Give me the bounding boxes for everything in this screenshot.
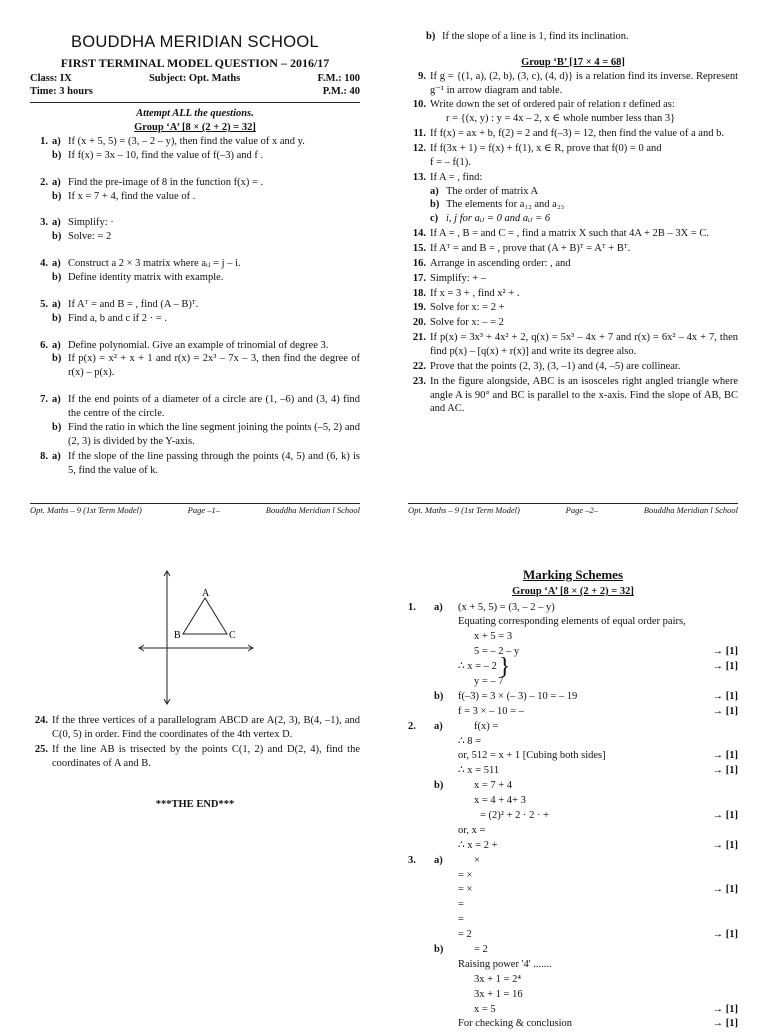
marking-line: [408, 794, 738, 809]
question-number: 7.: [40, 394, 48, 406]
marking-line: [408, 704, 738, 719]
marking-mark: → [1]: [712, 929, 738, 941]
marking-step: Equating corresponding elements of equal order pairs,: [458, 616, 686, 628]
question-number: 4.: [40, 258, 48, 270]
question-6b: If p(x) = x² + x + 1 and r(x) = 2x³ – 7x – 3, then find the degree of r(x) – p(x).: [68, 353, 360, 379]
question-8: 8. a) If the slope of the line passing through the points (4, 5) and (6, k) is 5, find the value of k.: [30, 450, 360, 478]
divider: [30, 102, 360, 103]
marking-step: =: [458, 899, 464, 911]
question-number: 5.: [40, 298, 48, 310]
marking-line: [408, 1017, 738, 1032]
question-list: [30, 135, 360, 477]
marking-mark: → [1]: [712, 884, 738, 896]
question-12: 12. If f(3x + 1) = f(x) + f(1), x ∈ R, prove that f(0) = 0 and f = – f(1).: [408, 142, 738, 170]
question-6: 6. a) Define polynomial. Give an example of trinomial of degree 3. b) If p(x) = x² + x + 1 and r(x) = 2x³ – 7x – 3, then find the degree of r(x) – p(x).: [30, 339, 360, 381]
class-label: Class: IX: [30, 72, 72, 84]
marking-sub-label: b): [434, 944, 444, 956]
marking-step: y = – 7: [474, 675, 504, 687]
question-19: 19. Solve for x: = 2 +: [408, 301, 738, 315]
marking-step: ∴ x = 2 +: [458, 839, 498, 851]
question-7b: Find the ratio in which the line segment joining the points (–5, 2) and (2, 3) is divided by the Y-axis.: [68, 421, 360, 447]
question-10-set: r = {(x, y) : y = 4x – 2, x ∈ whole number less than 3}: [446, 113, 676, 125]
marking-mark: → [1]: [712, 839, 738, 851]
marking-line: [408, 600, 738, 615]
question-number: 6.: [40, 339, 48, 351]
marking-line: [408, 734, 738, 749]
full-marks: F.M.: 100: [317, 72, 360, 84]
question-14: 14. If A = , B = and C = , find a matrix X such that 4A + 2B – 3X = C.: [408, 227, 738, 241]
question-13b: The elements for a₁₂ and a₂₃: [446, 199, 565, 211]
group-b-heading: Group ‘B’ [17 × 4 = 68]: [521, 56, 625, 68]
marking-step: f(–3) = 3 × (– 3) – 10 = – 19: [458, 690, 578, 702]
marking-question-number: 1.: [408, 601, 416, 613]
marking-line: [408, 689, 738, 704]
question-2b: If x = 7 + 4, find the value of .: [68, 190, 196, 202]
question-13c: i, j for aᵢⱼ = 0 and aᵢⱼ = 6: [446, 213, 551, 225]
question-23-text: In the figure alongside, ABC is an isosceles right angled triangle where angle A is 90° and BC is parallel to the x-axis. Find the slope of AB, BC and AC.: [430, 375, 738, 415]
marking-line: [408, 719, 738, 734]
marking-sub-label: a): [434, 854, 443, 866]
marking-step: Raising power '4' .......: [458, 958, 552, 970]
question-21-text: If p(x) = 3x³ + 4x² + 2, q(x) = 5x³ – 4x + 7 and r(x) = 6x² – 4x + 7, then find p(x) – [q(x) + r(x)] and write its degree also.: [430, 332, 738, 358]
marking-mark: → [1]: [712, 646, 738, 658]
marking-scheme-lines: [408, 600, 738, 1032]
question-4b: Define identity matrix with example.: [68, 272, 224, 284]
marking-step: = 2: [474, 944, 488, 956]
vertex-b-label: B: [174, 630, 181, 641]
page-3: [30, 566, 360, 1024]
question-3b: Solve: = 2: [68, 231, 112, 243]
marking-line: [408, 987, 738, 1002]
marking-step: (x + 5, 5) = (3, – 2 – y): [458, 601, 555, 613]
marking-line: [408, 749, 738, 764]
question-2a: Find the pre-image of 8 in the function f(x) = .: [68, 176, 264, 188]
marking-step: f(x) =: [474, 720, 499, 732]
question-1b: If f(x) = 3x – 10, find the value of f(–3) and f .: [68, 149, 264, 161]
question-8b: If the slope of a line is 1, find its inclination.: [442, 31, 629, 42]
marking-line: [408, 1002, 738, 1017]
question-22-text: Prove that the points (2, 3), (3, –1) and (4, –5) are collinear.: [430, 360, 681, 372]
marking-line: [408, 674, 738, 689]
pass-marks: P.M.: 40: [322, 86, 360, 98]
footer-left: Opt. Maths – 9 (1st Term Model): [30, 504, 142, 515]
page-2: [408, 30, 738, 516]
brace-symbol: }: [498, 654, 511, 681]
exam-title: FIRST TERMINAL MODEL QUESTION – 2016/17: [60, 55, 330, 70]
marking-step: 3x + 1 = 16: [474, 988, 523, 1000]
marking-line: [408, 823, 738, 838]
marking-step: = 2: [458, 929, 472, 941]
marking-step: ∴ 8 =: [458, 735, 482, 747]
marking-sub-label: a): [434, 601, 443, 613]
question-20: 20. Solve for x: – = 2: [408, 316, 738, 330]
page-footer: [30, 503, 360, 516]
question-11-text: If f(x) = ax + b, f(2) = 2 and f(–3) = 12, then find the value of a and b.: [430, 128, 724, 140]
question-7: 7. a) If the end points of a diameter of a circle are (1, –6) and (3, 4) find the centre of the circle. b) Find the ratio in which the line segment joining the points (–5, 2) and (2, 3) is divided by the Y-axis.: [30, 393, 360, 448]
marking-sub-label: a): [434, 720, 443, 732]
marking-line: [408, 615, 738, 630]
page-footer: [408, 503, 738, 516]
subject-label: Subject: Opt. Maths: [148, 72, 241, 84]
question-12-text: If f(3x + 1) = f(x) + f(1), x ∈ R, prove that f(0) = 0 and: [430, 143, 662, 155]
marking-question-number: 3.: [408, 854, 416, 866]
question-22: 22. Prove that the points (2, 3), (3, –1) and (4, –5) are collinear.: [408, 360, 738, 374]
marking-line: [408, 943, 738, 958]
triangle-abc: [183, 598, 227, 634]
vertex-a-label: A: [202, 588, 210, 599]
question-8b-row: b) If the slope of a line is 1, find its inclination.: [426, 30, 738, 44]
marking-step: 3x + 1 = 2⁴: [474, 973, 522, 985]
marking-mark: → [1]: [712, 765, 738, 777]
exam-meta-row-2: [30, 85, 360, 99]
marking-mark: → [1]: [712, 690, 738, 702]
question-24-text: If the three vertices of a parallelogram ABCD are A(2, 3), B(4, –1), and C(0, 5) in order. Find the coordinates of the 4th vertex D.: [52, 715, 360, 740]
question-5a: If Aᵀ = and B = , find (A – B)ᵀ.: [68, 298, 199, 310]
marking-mark: → [1]: [712, 1018, 738, 1030]
marking-sub-label: b): [434, 780, 444, 792]
question-10-text: Write down the set of ordered pair of relation r defined as:: [430, 99, 675, 111]
marking-line: [408, 957, 738, 972]
time-label: Time: 3 hours: [30, 86, 93, 98]
question-9: 9. If g = {(1, a), (2, b), (3, c), (4, d)} is a relation find its inverse. Represent g⁻¹ in arrow diagram and table.: [418, 70, 738, 96]
footer-right: Bouddha Meridian l School: [265, 504, 360, 515]
question-6a: Define polynomial. Give an example of trinomial of degree 3.: [68, 339, 329, 351]
marking-line: [408, 853, 738, 868]
marking-group-a-heading: Group ‘A’ [8 × (2 + 2) = 32]: [512, 586, 634, 598]
marking-step: x = 7 + 4: [474, 780, 513, 792]
marking-line: [408, 764, 738, 779]
question-number: 8.: [40, 450, 48, 462]
marking-step: x = 4 + 4+ 3: [474, 795, 526, 807]
question-18: 18. If x = 3 + , find x² + .: [408, 287, 738, 301]
marking-step: ×: [474, 854, 480, 866]
marking-line: [408, 913, 738, 928]
marking-line: [408, 630, 738, 645]
marking-step: or, 512 = x + 1 [Cubing both sides]: [458, 750, 606, 762]
instruction: Attempt ALL the questions.: [136, 108, 254, 120]
question-18-text: If x = 3 + , find x² + .: [430, 287, 520, 299]
marking-line: [408, 898, 738, 913]
marking-step: x = 5: [474, 1003, 496, 1015]
footer-page: Page –1–: [187, 504, 220, 515]
question-15-text: If Aᵀ = and B = , prove that (A + B)ᵀ = Aᵀ + Bᵀ.: [430, 243, 631, 255]
question-5b: Find a, b and c if 2 · = .: [68, 312, 167, 324]
question-1: 1. a) If (x + 5, 5) = (3, – 2 – y), then find the value of x and y. b) If f(x) = 3x – 10, find the value of f(–3) and f .: [30, 135, 360, 163]
question-8a: If the slope of the line passing through the points (4, 5) and (6, k) is 5, find the value of k.: [68, 450, 360, 476]
question-21: 21. If p(x) = 3x³ + 4x² + 2, q(x) = 5x³ – 4x + 7 and r(x) = 6x² – 4x + 7, then find p(x) – [q(x) + r(x)] and write its degree also.: [412, 332, 738, 358]
question-3: 3. a) Simplify: · b) Solve: = 2: [30, 216, 360, 244]
marking-line: [408, 645, 738, 660]
question-15: 15. If Aᵀ = and B = , prove that (A + B)ᵀ = Aᵀ + Bᵀ.: [408, 242, 738, 256]
question-23: 23. In the figure alongside, ABC is an isosceles right angled triangle where angle A is 90° and BC is parallel to the x-axis. Find the slope of AB, BC and AC.: [412, 375, 738, 415]
marking-step: x + 5 = 3: [474, 631, 513, 643]
question-2: 2. a) Find the pre-image of 8 in the function f(x) = . b) If x = 7 + 4, find the value of .: [30, 176, 360, 204]
marking-step: or, x =: [458, 824, 486, 836]
question-16-text: Arrange in ascending order: , and: [430, 257, 571, 269]
question-11: 11. If f(x) = ax + b, f(2) = 2 and f(–3) = 12, then find the value of a and b.: [408, 127, 738, 141]
question-19-text: Solve for x: = 2 +: [430, 302, 505, 314]
question-16: 16. Arrange in ascending order: , and: [408, 257, 738, 271]
page-4-marking-scheme: [408, 566, 738, 1030]
question-10: 10. Write down the set of ordered pair of relation r defined as: r = {(x, y) : y = 4x – 2, x ∈ whole number less than 3}: [408, 98, 738, 126]
question-13: 13. If A = , find: a) The order of matrix A b) The elements for a₁₂ and a₂₃ c) i, j for aᵢⱼ = 0 and aᵢⱼ = 6: [408, 171, 738, 226]
marking-line: [408, 779, 738, 794]
marking-mark: → [1]: [712, 750, 738, 762]
marking-step: = (2)² + 2 · 2 · +: [480, 810, 550, 821]
marking-step: = ×: [458, 884, 473, 896]
footer-right: Bouddha Meridian l School: [643, 504, 738, 515]
marking-line: [408, 868, 738, 883]
marking-step: ∴ x = 511: [458, 765, 500, 777]
question-number: 1.: [40, 136, 48, 148]
group-a-heading: Group ‘A’ [8 × (2 + 2) = 32]: [134, 122, 256, 134]
question-13-text: If A = , find:: [430, 171, 483, 183]
marking-sub-label: b): [434, 690, 444, 702]
marking-step: For checking & conclusion: [458, 1018, 573, 1030]
question-13a: The order of matrix A: [446, 185, 539, 197]
question-9-text: If g = {(1, a), (2, b), (3, c), (4, d)} is a relation find its inverse. Represent g⁻¹ in arrow diagram and table.: [430, 70, 738, 96]
triangle-figure: [135, 566, 255, 706]
question-25-text: If the line AB is trisected by the points C(1, 2) and D(2, 4), find the coordinates of A and B.: [52, 743, 360, 769]
page-1: [30, 30, 360, 516]
marking-line: [408, 972, 738, 987]
question-14-text: If A = , B = and C = , find a matrix X such that 4A + 2B – 3X = C.: [430, 228, 709, 240]
question-number: 2.: [40, 176, 48, 188]
marking-mark: → [1]: [712, 705, 738, 717]
question-1a: If (x + 5, 5) = (3, – 2 – y), then find the value of x and y.: [68, 136, 305, 148]
question-17-text: Simplify: + –: [430, 272, 487, 284]
school-name: BOUDDHA MERIDIAN SCHOOL: [70, 33, 320, 51]
question-5: 5. a) If Aᵀ = and B = , find (A – B)ᵀ. b) Find a, b and c if 2 · = .: [30, 298, 360, 326]
marking-step: 5 = – 2 – y: [474, 646, 520, 658]
vertex-c-label: C: [229, 630, 236, 641]
marking-step: f = 3 × – 10 = –: [458, 705, 524, 717]
question-24: 24. If the three vertices of a parallelogram ABCD are A(2, 3), B(4, –1), and C(0, 5) in order. Find the coordinates of the 4th vertex D.: [34, 715, 360, 740]
question-4a: Construct a 2 × 3 matrix where aᵢⱼ = j – i.: [68, 258, 241, 270]
question-7a: If the end points of a diameter of a circle are (1, –6) and (3, 4) find the centre of the circle.: [68, 394, 360, 420]
marking-question-number: 2.: [408, 720, 416, 732]
footer-page: Page –2–: [565, 504, 598, 515]
question-3a: Simplify: ·: [68, 217, 114, 229]
question-17: 17. Simplify: + –: [408, 272, 738, 286]
question-number: 3.: [40, 217, 48, 229]
marking-line: [408, 808, 738, 823]
marking-line: [408, 883, 738, 898]
the-end: ***THE END***: [155, 799, 235, 811]
marking-line: [408, 838, 738, 853]
marking-mark: → [1]: [712, 661, 738, 673]
marking-step: =: [458, 914, 464, 926]
marking-mark: → [1]: [712, 810, 738, 821]
marking-line: [408, 928, 738, 943]
question-25: 25. If the line AB is trisected by the points C(1, 2) and D(2, 4), find the coordinates of A and B.: [34, 743, 360, 769]
marking-step: ∴ x = – 2: [458, 661, 497, 673]
question-4: 4. a) Construct a 2 × 3 matrix where aᵢⱼ = j – i. b) Define identity matrix with example.: [30, 257, 360, 285]
question-12-cont: f = – f(1).: [430, 156, 471, 168]
question-20-text: Solve for x: – = 2: [430, 317, 504, 329]
marking-scheme-title: Marking Schemes: [522, 567, 624, 582]
footer-left: Opt. Maths – 9 (1st Term Model): [408, 504, 520, 515]
marking-step: = ×: [458, 869, 473, 881]
exam-meta-row-1: [30, 72, 360, 86]
marking-mark: → [1]: [712, 1003, 738, 1015]
